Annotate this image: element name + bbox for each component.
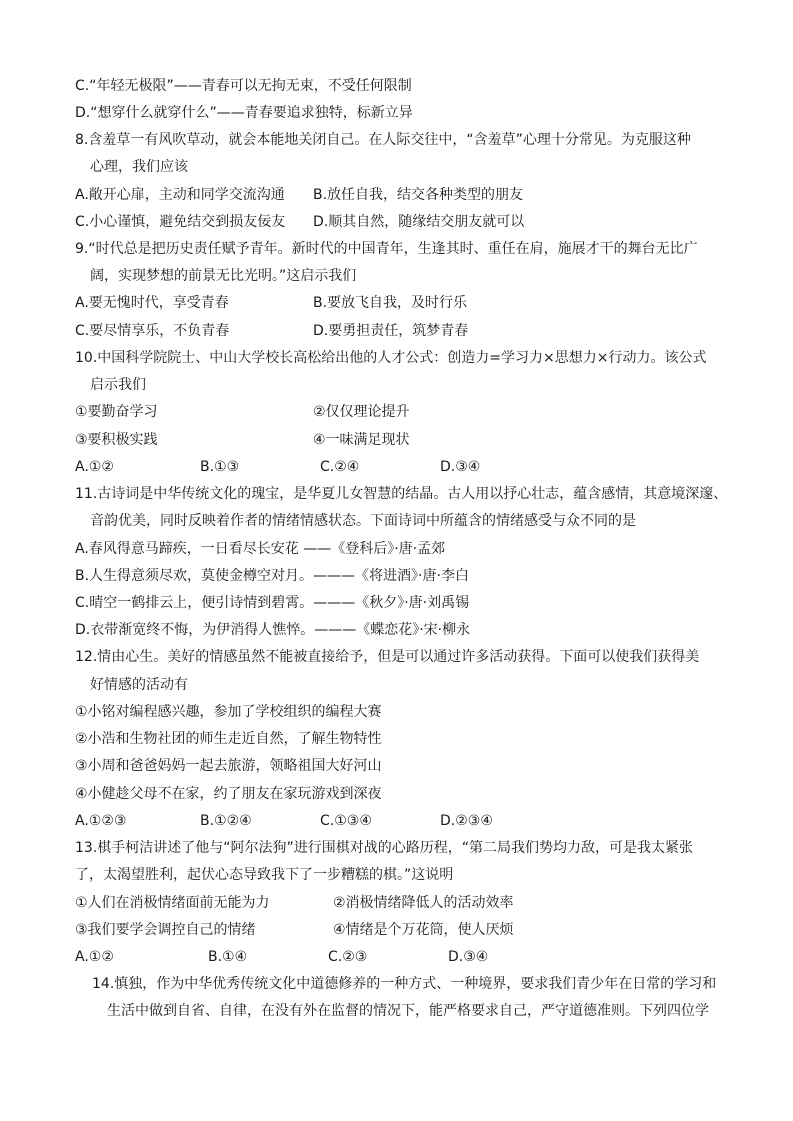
q14-stem-line1: 14.慎独，作为中华优秀传统文化中道德修养的一种方式、一种境界，要求我们青少年在日常的学习和 [92,976,717,992]
q8-stem-line2: 心理，我们应该 [90,159,188,175]
q13-option-b: B.①④ [208,949,248,965]
q13-stem-line1: 13.棋手柯洁讲述了他与“阿尔法狗”进行围棋对战的心路历程，“第二局我们势均力敌，可是我太紧张 [75,840,694,856]
q13-statement-1: ①人们在消极情绪面前无能为力 [75,895,270,911]
q12-option-d: D.②③④ [440,813,493,829]
q13-stem-line2: 了，太渴望胜利，起伏心态导致我下了一步糟糕的棋。”这说明 [75,867,454,883]
q11-stem-line1: 11.古诗词是中华传统文化的瑰宝，是华夏儿女智慧的结晶。古人用以抒心壮志，蕴含感情，其意境深邃、 [75,486,728,502]
q10-statement-4: ④一味满足现状 [313,432,410,448]
q8-option-a: A.敞开心扉，主动和同学交流沟通 [75,187,285,203]
q10-statement-3: ③要积极实践 [75,432,158,448]
q11-option-c: C.晴空一鹤排云上，便引诗情到碧霄。———《秋夕》·唐·刘禹锡 [75,595,470,611]
q10-option-d: D.③④ [440,459,481,475]
q12-statement-2: ②小浩和生物社团的师生走近自然，了解生物特性 [75,731,382,747]
q8-option-c: C.小心谨慎，避免结交到损友佞友 [75,214,286,230]
q12-statement-4: ④小健趁父母不在家，约了朋友在家玩游戏到深夜 [75,786,382,802]
q12-stem-line2: 好情感的活动有 [90,677,188,693]
q11-stem-line2: 音韵优美，同时反映着作者的情绪情感状态。下面诗词中所蕴含的情绪感受与众不同的是 [90,513,636,529]
q9-option-c: C.要尽情享乐，不负青春 [75,323,230,339]
q12-statement-1: ①小铭对编程感兴趣，参加了学校组织的编程大赛 [75,704,382,720]
q12-stem-line1: 12.情由心生。美好的情感虽然不能被直接给予，但是可以通过许多活动获得。下面可以使我们获得美 [75,649,700,665]
q9-option-a: A.要无愧时代，享受青春 [75,295,229,311]
q10-option-a: A.①② [75,459,114,475]
q10-option-c: C.②④ [320,459,360,475]
q11-option-b: B.人生得意须尽欢，莫使金樽空对月。———《将进酒》·唐·李白 [75,568,469,584]
q9-stem-line2: 阔，实现梦想的前景无比光明。”这启示我们 [90,268,357,284]
q14-stem-line2: 生活中做到自省、自律，在没有外在监督的情况下，能严格要求自己，严守道德准则。下列四位学 [107,1003,709,1019]
q13-statement-3: ③我们要学会调控自己的情绪 [75,922,256,938]
q7-option-d: D.“想穿什么就穿什么”——青春要追求独特，标新立异 [75,105,413,121]
q13-option-a: A.①② [75,949,114,965]
q8-option-d: D.顺其自然，随缘结交朋友就可以 [313,214,525,230]
q10-statement-1: ①要勤奋学习 [75,404,158,420]
q12-option-c: C.①③④ [320,813,372,829]
q10-statement-2: ②仅仅理论提升 [313,404,410,420]
q13-statement-4: ④情绪是个万花筒，使人厌烦 [333,922,514,938]
q13-option-c: C.②③ [328,949,368,965]
q10-stem-line2: 启示我们 [90,377,146,393]
q11-option-d: D.衣带渐宽终不悔，为伊消得人憔悴。———《蝶恋花》·宋·柳永 [75,622,471,638]
q7-option-c: C.“年轻无极限”——青春可以无拘无束，不受任何限制 [75,78,412,94]
q9-option-b: B.要放飞自我，及时行乐 [313,295,468,311]
q8-stem-line1: 8.含羞草一有风吹草动，就会本能地关闭自己。在人际交往中，“含羞草”心理十分常见。为克服这种 [75,132,691,148]
q8-option-b: B.放任自我，结交各种类型的朋友 [313,187,524,203]
q10-option-b: B.①③ [200,459,240,475]
q13-option-d: D.③④ [448,949,489,965]
q11-option-a: A.春风得意马蹄疾，一日看尽长安花 ——《登科后》·唐·孟郊 [75,541,446,557]
q10-stem-line1: 10.中国科学院院士、中山大学校长高松给出他的人才公式：创造力=学习力×思想力×行动力。该公式 [75,350,707,366]
q12-option-a: A.①②③ [75,813,127,829]
q13-statement-2: ②消极情绪降低人的活动效率 [333,895,514,911]
q12-statement-3: ③小周和爸爸妈妈一起去旅游，领略祖国大好河山 [75,758,382,774]
q9-option-d: D.要勇担责任，筑梦青春 [313,323,469,339]
q12-option-b: B.①②④ [200,813,252,829]
q9-stem-line1: 9.“时代总是把历史责任赋予青年。新时代的中国青年，生逢其时、重任在肩，施展才干的舞台无比广 [75,241,698,257]
